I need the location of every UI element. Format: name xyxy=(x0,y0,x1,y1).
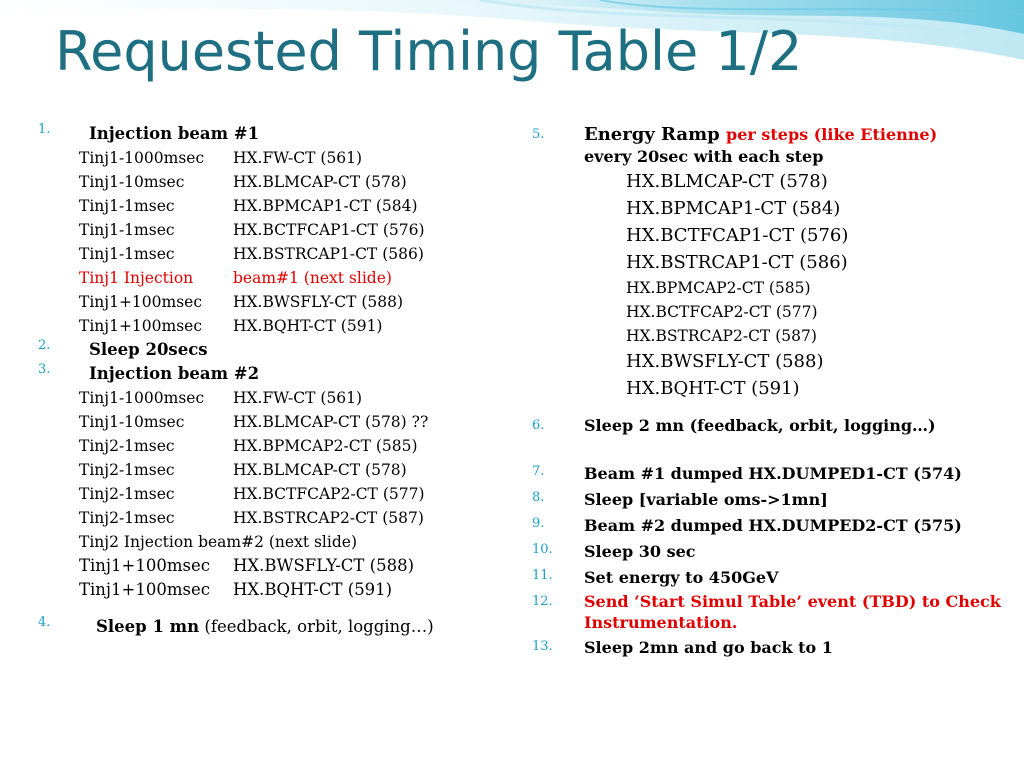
item-number: 3. xyxy=(38,362,51,377)
timing-device: HX.BPMCAP2-CT (585) xyxy=(233,437,418,455)
timing-row xyxy=(38,410,508,434)
timing-time: Tinj1-1msec xyxy=(79,197,175,215)
list-item-4 xyxy=(38,615,508,639)
device-entry: HX.BPMCAP2-CT (585) xyxy=(626,279,811,297)
item-heading: Set energy to 450GeV xyxy=(584,568,779,587)
timing-device: HX.BPMCAP1-CT (584) xyxy=(233,197,418,215)
device-entry: HX.BWSFLY-CT (588) xyxy=(626,351,824,372)
timing-row xyxy=(38,434,508,458)
timing-time: Tinj1-1msec xyxy=(79,221,175,239)
device-entry: HX.BCTFCAP1-CT (576) xyxy=(626,225,849,246)
list-item-11 xyxy=(532,565,1002,591)
list-item-8 xyxy=(532,487,1002,513)
timing-time: Tinj2-1msec xyxy=(79,485,175,503)
timing-row xyxy=(38,194,508,218)
item-heading: Energy Ramp xyxy=(584,124,720,145)
timing-row xyxy=(38,386,508,410)
list-item-5 xyxy=(532,124,1002,168)
item-heading: Injection beam #2 xyxy=(89,364,260,383)
timing-time: Tinj1+100msec xyxy=(79,293,203,311)
timing-row xyxy=(38,242,508,266)
timing-device: HX.BCTFCAP1-CT (576) xyxy=(233,221,425,239)
timing-time: Tinj1-1msec xyxy=(79,245,175,263)
item-number: 5. xyxy=(532,127,545,142)
list-item-2 xyxy=(38,338,508,362)
item-detail: (feedback, orbit, logging…) xyxy=(199,617,434,636)
timing-row xyxy=(38,554,508,578)
timing-time: Tinj2-1msec xyxy=(79,461,175,479)
item-note: per steps (like Etienne) xyxy=(726,125,938,144)
item-heading: Sleep 2 mn (feedback, orbit, logging…) xyxy=(584,416,936,435)
timing-row xyxy=(38,218,508,242)
item-number: 6. xyxy=(532,418,545,433)
timing-row xyxy=(38,578,508,602)
timing-time: Tinj2-1msec xyxy=(79,509,175,527)
right-column xyxy=(532,124,1002,660)
timing-device: HX.BQHT-CT (591) xyxy=(233,580,393,599)
device-entry: HX.BPMCAP1-CT (584) xyxy=(626,198,841,219)
timing-device: HX.BLMCAP-CT (578) xyxy=(233,461,407,479)
list-item-9 xyxy=(532,513,1002,539)
list-item-1 xyxy=(38,122,508,146)
item-heading: Beam #2 dumped HX.DUMPED2-CT (575) xyxy=(584,516,962,535)
device-entry: HX.BCTFCAP2-CT (577) xyxy=(626,303,818,321)
timing-device: beam#1 (next slide) xyxy=(233,269,392,287)
timing-device: HX.FW-CT (561) xyxy=(233,149,363,167)
timing-row xyxy=(38,458,508,482)
item-number: 8. xyxy=(532,490,545,505)
item-number: 4. xyxy=(38,615,51,630)
item-heading: Send ‘Start Simul Table’ event (TBD) to Check Instrumentation. xyxy=(584,592,1001,632)
item-number: 11. xyxy=(532,568,553,583)
item-number: 10. xyxy=(532,542,553,557)
device-entry: HX.BLMCAP-CT (578) xyxy=(626,171,828,192)
item-3-rows xyxy=(38,386,508,530)
item-heading: Sleep [variable oms->1mn] xyxy=(584,490,828,509)
timing-row xyxy=(38,482,508,506)
item-number: 1. xyxy=(38,122,51,137)
timing-row xyxy=(38,146,508,170)
timing-row xyxy=(38,170,508,194)
item-number: 9. xyxy=(532,516,545,531)
list-item-12 xyxy=(532,591,1002,633)
timing-time: Tinj1-10msec xyxy=(79,413,185,431)
item-3-rows-extra xyxy=(38,554,508,602)
item-heading: Sleep 1 mn xyxy=(96,617,200,636)
list-item-6 xyxy=(532,415,1002,437)
list-item-13 xyxy=(532,636,1002,660)
timing-device: HX.BWSFLY-CT (588) xyxy=(233,293,404,311)
timing-time: Tinj1+100msec xyxy=(79,556,210,575)
item-1-rows xyxy=(38,146,508,338)
ramp-devices-small xyxy=(532,276,1002,348)
left-column xyxy=(38,122,508,639)
timing-row xyxy=(38,314,508,338)
item-number: 13. xyxy=(532,639,553,654)
timing-device: HX.BLMCAP-CT (578) ?? xyxy=(233,413,429,431)
ramp-devices-large xyxy=(532,168,1002,276)
item-heading: Sleep 20secs xyxy=(89,340,208,359)
item-heading: Sleep 2mn and go back to 1 xyxy=(584,638,833,657)
device-entry: HX.BSTRCAP1-CT (586) xyxy=(626,252,848,273)
timing-device: HX.BQHT-CT (591) xyxy=(233,317,383,335)
timing-time: Tinj1-1000msec xyxy=(79,389,205,407)
device-entry: HX.BSTRCAP2-CT (587) xyxy=(626,327,817,345)
injection-line: Tinj2 Injection beam#2 (next slide) xyxy=(79,533,357,551)
ramp-devices-large-2 xyxy=(532,348,1002,402)
item-heading: Beam #1 dumped HX.DUMPED1-CT (574) xyxy=(584,464,962,483)
timing-time: Tinj1-10msec xyxy=(79,173,185,191)
device-entry: HX.BQHT-CT (591) xyxy=(626,378,800,399)
timing-device: HX.BWSFLY-CT (588) xyxy=(233,556,415,575)
item-heading: Sleep 30 sec xyxy=(584,542,696,561)
item-number: 12. xyxy=(532,594,553,609)
timing-time: Tinj1-1000msec xyxy=(79,149,205,167)
timing-device: HX.FW-CT (561) xyxy=(233,389,363,407)
page-title: Requested Timing Table 1/2 xyxy=(55,20,803,83)
timing-device: HX.BLMCAP-CT (578) xyxy=(233,173,407,191)
item-number: 7. xyxy=(532,464,545,479)
item-heading: Injection beam #1 xyxy=(89,124,260,143)
timing-device: HX.BSTRCAP2-CT (587) xyxy=(233,509,424,527)
item-number: 2. xyxy=(38,338,51,353)
timing-row xyxy=(38,266,508,290)
timing-time: Tinj1+100msec xyxy=(79,317,203,335)
item-subheading: every 20sec with each step xyxy=(584,147,824,166)
timing-row xyxy=(38,506,508,530)
list-item-7 xyxy=(532,461,1002,487)
timing-time: Tinj2-1msec xyxy=(79,437,175,455)
timing-time: Tinj1+100msec xyxy=(79,580,210,599)
timing-time: Tinj1 Injection xyxy=(79,269,194,287)
list-item-10 xyxy=(532,539,1002,565)
list-item-3 xyxy=(38,362,508,386)
timing-row xyxy=(38,290,508,314)
timing-device: HX.BSTRCAP1-CT (586) xyxy=(233,245,424,263)
timing-device: HX.BCTFCAP2-CT (577) xyxy=(233,485,425,503)
